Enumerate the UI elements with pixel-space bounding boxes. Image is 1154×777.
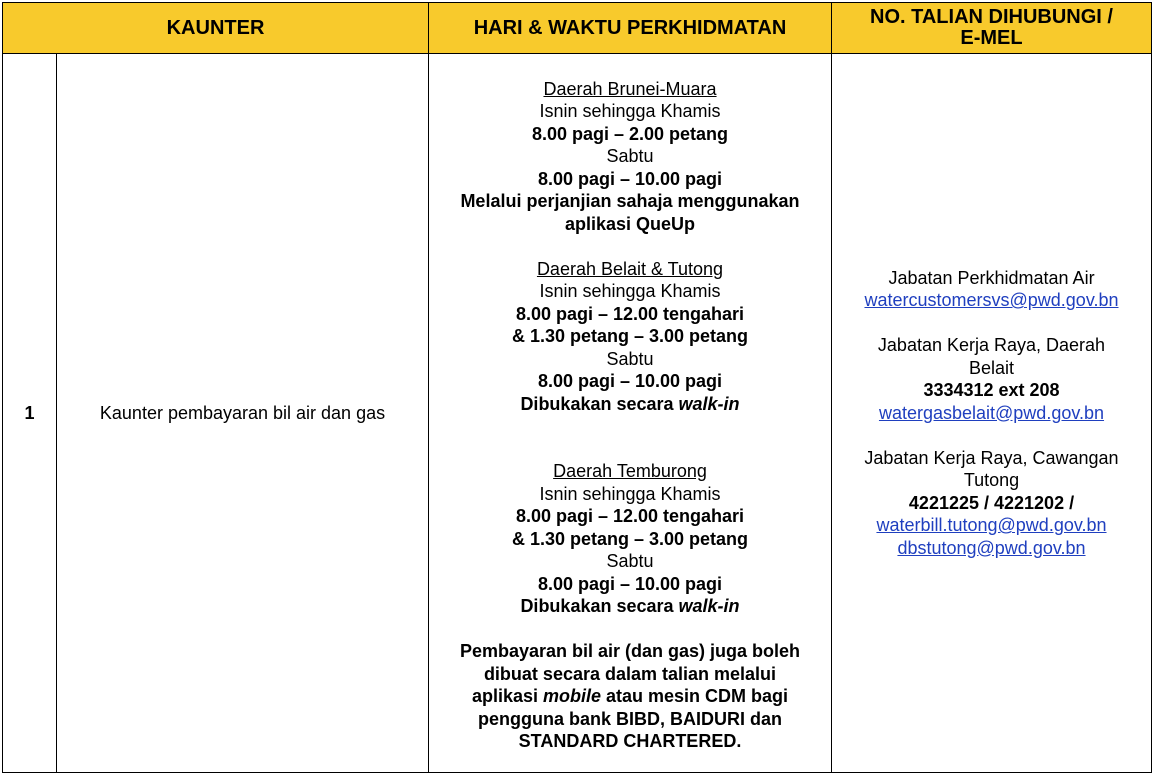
tutong-phone: 4221225 / 4221202 / bbox=[908, 492, 1075, 513]
header-talian-line2: E-MEL bbox=[960, 27, 1023, 49]
table-header-row bbox=[3, 3, 1152, 54]
belait-tutong-days2: Sabtu bbox=[606, 348, 654, 369]
tutong-name-line2: Tutong bbox=[963, 470, 1020, 491]
contacts-cell bbox=[832, 54, 1152, 773]
brunei-muara-note-line2: aplikasi QueUp bbox=[564, 213, 696, 234]
online-line5: STANDARD CHARTERED. bbox=[518, 731, 742, 751]
jpa-email-link[interactable]: watercustomersvs@pwd.gov.bn bbox=[864, 290, 1119, 311]
temburong-note-italic: walk-in bbox=[678, 596, 740, 616]
temburong-time1b: & 1.30 petang – 3.00 petang bbox=[511, 528, 749, 549]
contact-belait bbox=[832, 334, 1151, 424]
temburong-days1: Isnin sehingga Khamis bbox=[539, 483, 721, 504]
row-number: 1 bbox=[3, 54, 57, 773]
kaunter-description: Kaunter pembayaran bil air dan gas bbox=[57, 54, 429, 773]
jpa-name: Jabatan Perkhidmatan Air bbox=[888, 267, 1095, 288]
temburong-time2: 8.00 pagi – 10.00 pagi bbox=[537, 573, 723, 594]
online-line4: pengguna bank BIBD, BAIDURI dan bbox=[477, 708, 782, 729]
belait-tutong-time2: 8.00 pagi – 10.00 pagi bbox=[537, 371, 723, 391]
belait-tutong-heading: Daerah Belait & Tutong bbox=[536, 258, 724, 279]
brunei-muara-block bbox=[429, 78, 831, 236]
brunei-muara-heading: Daerah Brunei-Muara bbox=[543, 78, 717, 99]
brunei-muara-note-line1: Melalui perjanjian sahaja menggunakan bbox=[460, 191, 800, 211]
online-payment-note bbox=[429, 640, 831, 753]
online-line1: Pembayaran bil air (dan gas) juga boleh bbox=[459, 641, 801, 661]
belait-tutong-note-italic: walk-in bbox=[678, 393, 740, 414]
temburong-days2: Sabtu bbox=[606, 551, 654, 571]
belait-tutong-note bbox=[429, 393, 831, 416]
online-line3 bbox=[429, 685, 831, 708]
table-row bbox=[3, 54, 1152, 773]
belait-phone: 3334312 ext 208 bbox=[923, 380, 1060, 401]
belait-tutong-days1: Isnin sehingga Khamis bbox=[539, 281, 721, 301]
temburong-heading: Daerah Temburong bbox=[553, 461, 707, 481]
temburong-note-prefix: Dibukakan secara bbox=[520, 596, 679, 616]
online-line2: dibuat secara dalam talian melalui bbox=[483, 663, 777, 684]
header-talian bbox=[832, 3, 1152, 54]
header-talian-line1: NO. TALIAN DIHUBUNGI / bbox=[870, 6, 1113, 28]
service-hours-cell bbox=[429, 54, 832, 773]
online-line3-italic: mobile bbox=[543, 686, 602, 706]
brunei-muara-days1: Isnin sehingga Khamis bbox=[539, 101, 721, 121]
brunei-muara-time2: 8.00 pagi – 10.00 pagi bbox=[537, 168, 723, 189]
belait-email-link[interactable]: watergasbelait@pwd.gov.bn bbox=[878, 402, 1105, 423]
header-hari-waktu: HARI & WAKTU PERKHIDMATAN bbox=[429, 3, 832, 54]
online-line3-suffix: atau mesin CDM bagi bbox=[601, 686, 789, 706]
temburong-block bbox=[429, 460, 831, 618]
belait-tutong-time1b: & 1.30 petang – 3.00 petang bbox=[511, 326, 749, 346]
tutong-email1-link[interactable]: waterbill.tutong@pwd.gov.bn bbox=[876, 515, 1107, 536]
contact-tutong bbox=[832, 447, 1151, 560]
belait-name-line2: Belait bbox=[968, 357, 1015, 378]
brunei-muara-time1: 8.00 pagi – 2.00 petang bbox=[531, 123, 729, 144]
tutong-name-line1: Jabatan Kerja Raya, Cawangan bbox=[864, 447, 1119, 468]
online-line3-prefix: aplikasi bbox=[471, 686, 543, 706]
temburong-time1a: 8.00 pagi – 12.00 tengahari bbox=[515, 506, 745, 526]
belait-name-line1: Jabatan Kerja Raya, Daerah bbox=[877, 335, 1106, 356]
belait-tutong-block bbox=[429, 258, 831, 416]
service-counter-table bbox=[2, 2, 1152, 773]
brunei-muara-days2: Sabtu bbox=[606, 146, 654, 166]
contact-jpa bbox=[832, 267, 1151, 312]
header-kaunter: KAUNTER bbox=[3, 3, 429, 54]
belait-tutong-note-prefix: Dibukakan secara bbox=[520, 393, 679, 414]
tutong-email2-link[interactable]: dbstutong@pwd.gov.bn bbox=[897, 537, 1086, 558]
belait-tutong-time1a: 8.00 pagi – 12.00 tengahari bbox=[515, 303, 745, 324]
temburong-note bbox=[429, 595, 831, 618]
